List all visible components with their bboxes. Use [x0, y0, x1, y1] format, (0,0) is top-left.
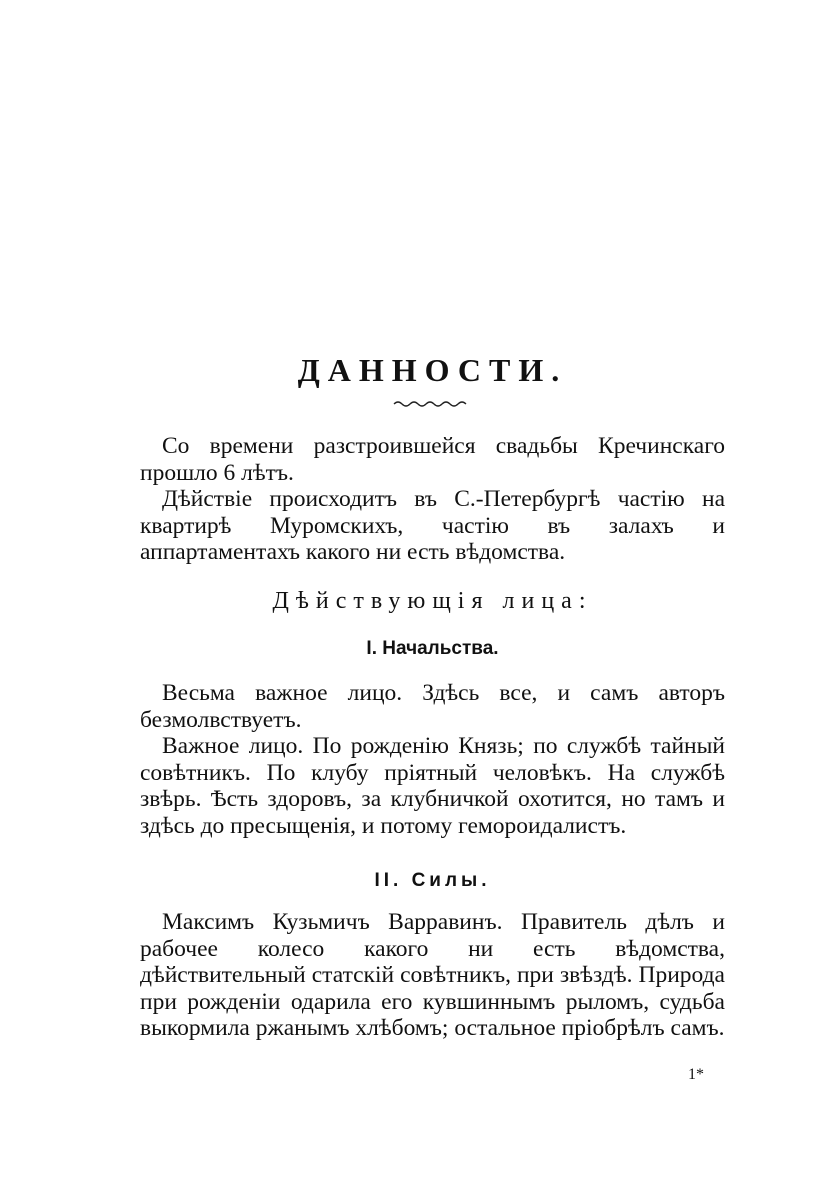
page-folio: 1*	[688, 1066, 704, 1083]
intro-paragraph-time: Со времени разстроившейся свадьбы Кречинскаго прошло 6 лѣтъ.	[140, 433, 725, 486]
dramatis-personae-heading: Дѣйствующія лица:	[272, 588, 593, 614]
character-paragraph: Важное лицо. По рожденію Князь; по службѣ тайный совѣтникъ. По клубу пріятный человѣкъ. На службѣ звѣрь. Ѣсть здоровъ, за клубничкой охотится, но тамъ и здѣсь до пресыщенія, и потому гемороидалистъ.	[140, 733, 725, 839]
character-paragraph: Весьма важное лицо. Здѣсь все, и самъ авторъ безмолвствуетъ.	[140, 680, 725, 733]
character-paragraph: Максимъ Кузьмичъ Варравинъ. Правитель дѣлъ и рабочее колесо какого ни есть вѣдомства, дѣйствительный статскій совѣтникъ, при звѣздѣ. Природа при рожденіи одарила его кувшиннымъ рыломъ, судьба выкормила ржанымъ хлѣбомъ; остальное пріобрѣлъ самъ.	[140, 909, 725, 1041]
section-heading-2: II. Силы.	[374, 870, 491, 891]
wavy-rule-ornament	[392, 398, 472, 410]
section-heading-1: I. Начальства.	[366, 638, 499, 659]
intro-paragraph-place: Дѣйствіе происходитъ въ С.-Петербургѣ частію на квартирѣ Муромскихъ, частію въ залахъ и аппартаментахъ какого ни есть вѣдомства.	[140, 486, 725, 565]
page-title: ДАННОСТИ.	[297, 352, 568, 388]
page	[140, 0, 725, 1191]
